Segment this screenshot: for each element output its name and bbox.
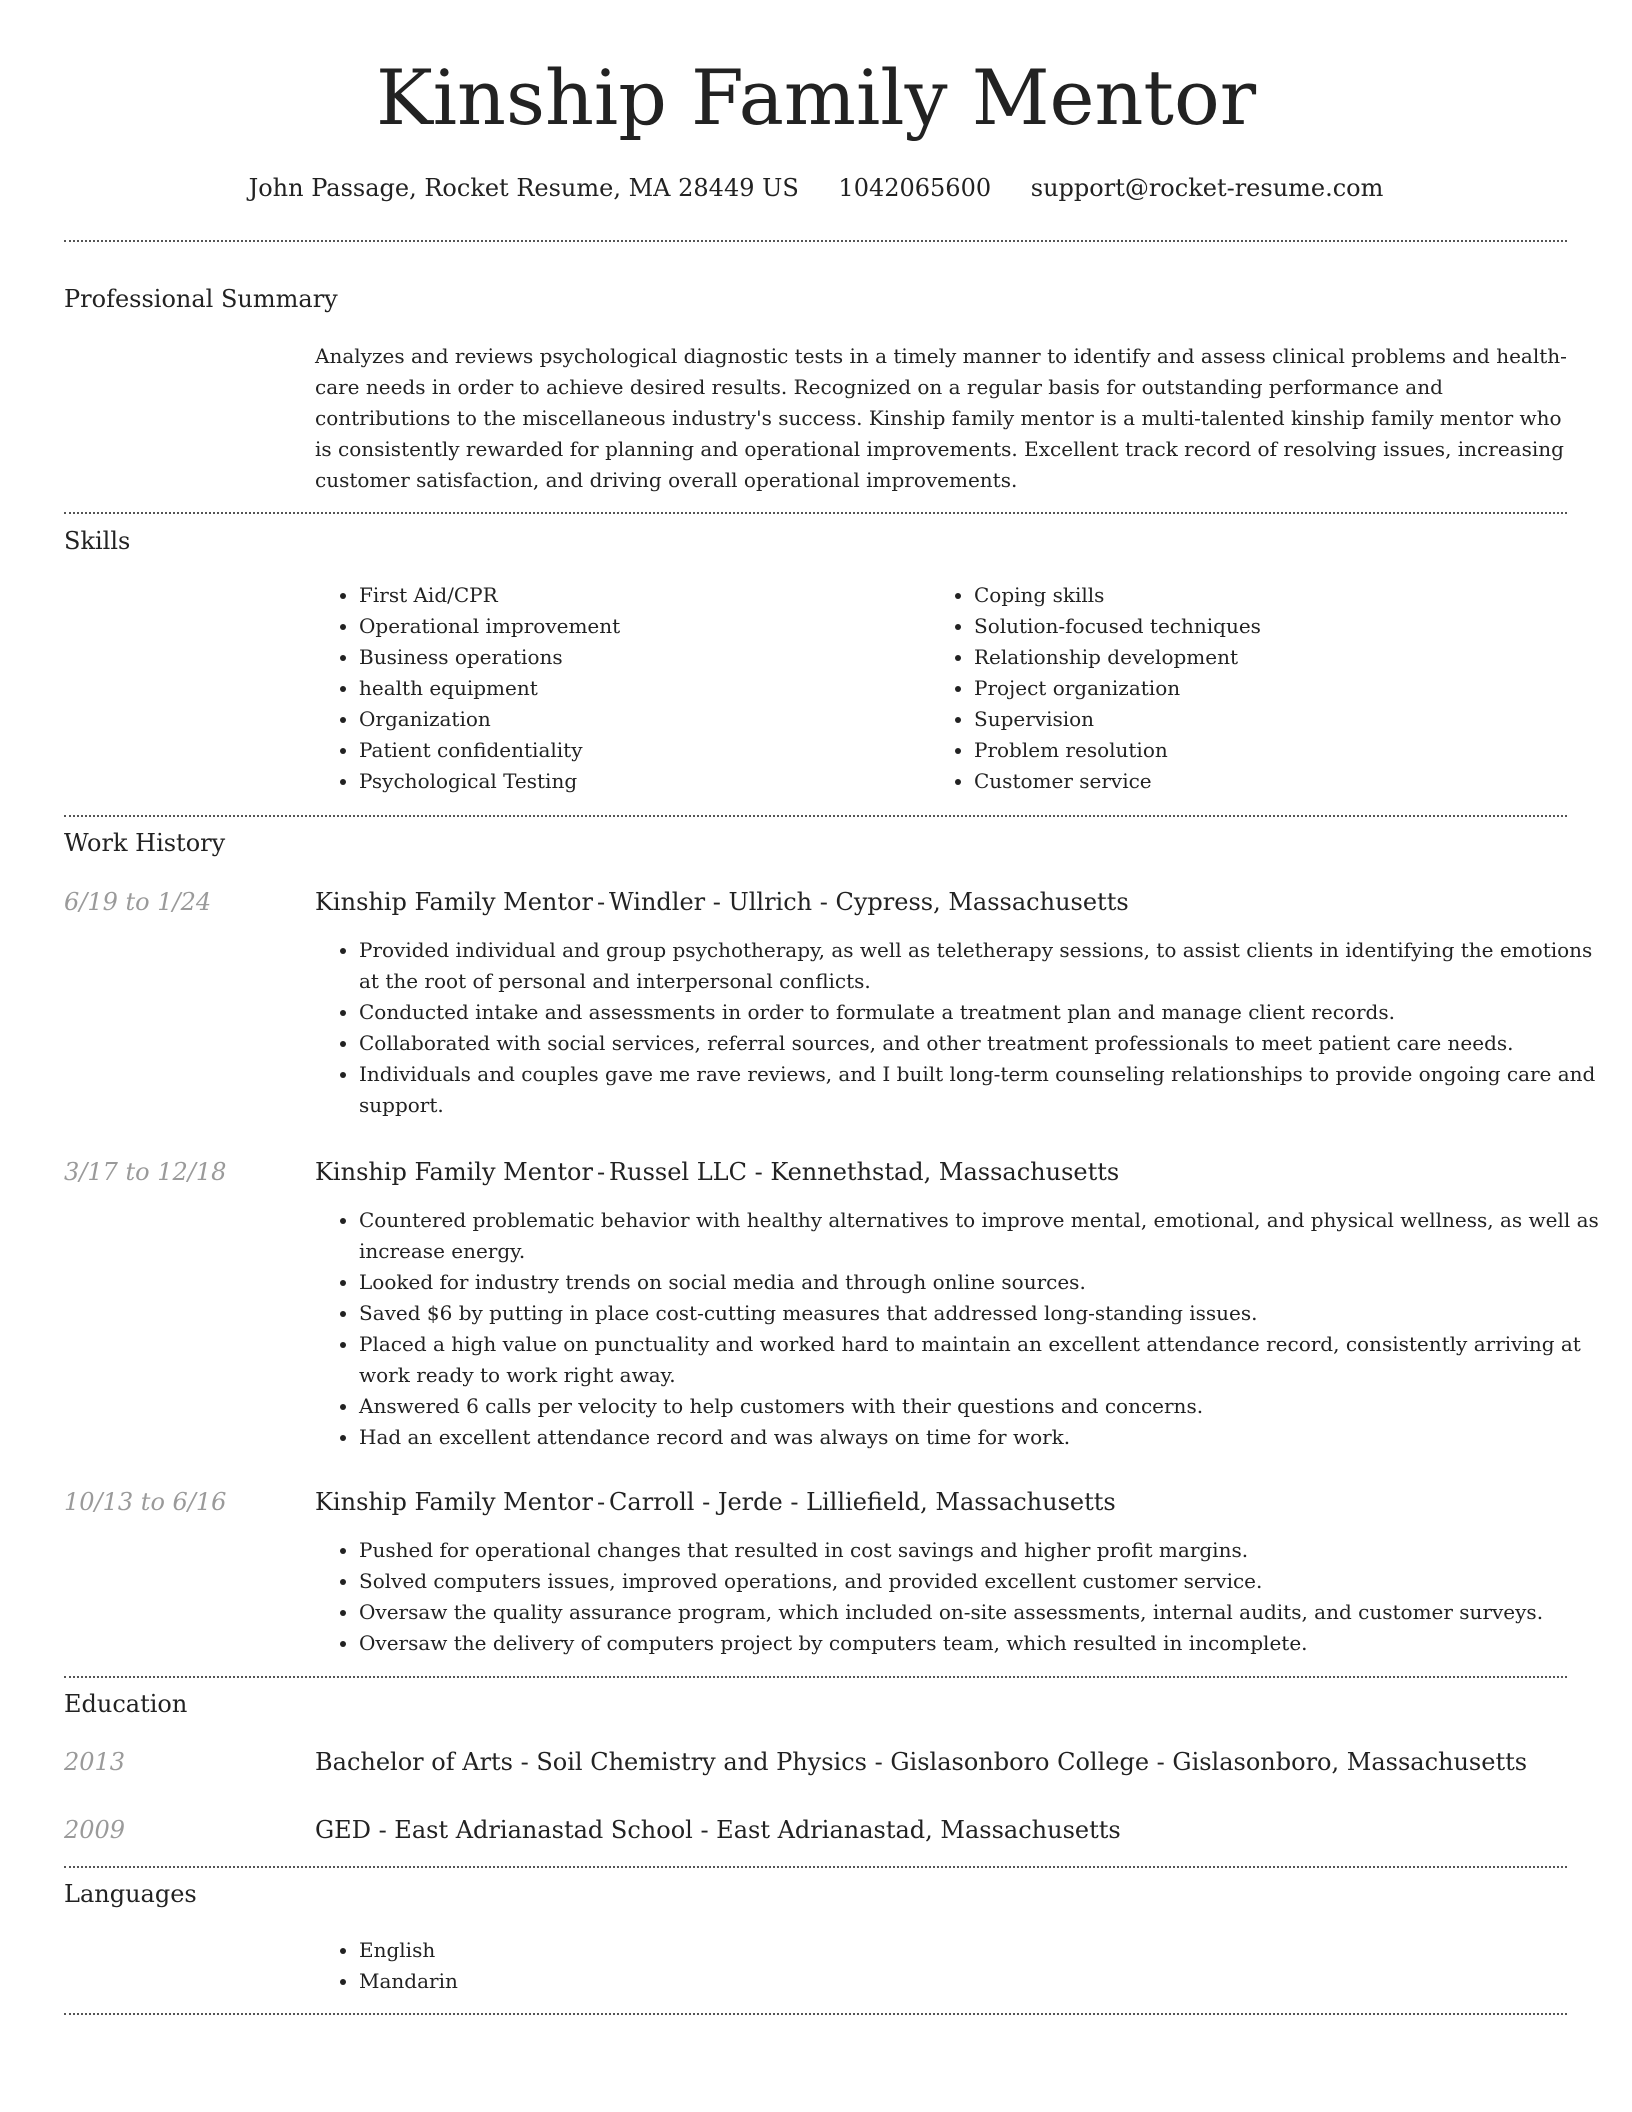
job-dates: 10/13 to 6/16 <box>64 1488 227 1516</box>
skill-item: • health equipment <box>359 673 919 704</box>
job-bullet: • Conducted intake and assessments in order to formulate a treatment plan and manage client records. <box>359 997 1611 1028</box>
section-divider <box>64 1866 1567 1868</box>
summary-heading: Professional Summary <box>64 285 338 313</box>
education-year: 2013 <box>64 1748 126 1776</box>
work-history-heading: Work History <box>64 829 226 857</box>
skill-item: • Psychological Testing <box>359 766 919 797</box>
skill-item: • Relationship development <box>974 642 1574 673</box>
skills-list-left <box>315 580 919 797</box>
job-bullet: • Collaborated with social services, referral sources, and other treatment professionals to meet patient care needs. <box>359 1028 1611 1059</box>
job-bullet: • Saved $6 by putting in place cost-cutting measures that addressed long-standing issues. <box>359 1298 1611 1329</box>
job-bullet: • Oversaw the delivery of computers project by computers team, which resulted in incomplete. <box>359 1628 1611 1659</box>
job-bullet: • Solved computers issues, improved operations, and provided excellent customer service. <box>359 1566 1611 1597</box>
job-bullet: • Countered problematic behavior with healthy alternatives to improve mental, emotional, and physical wellness, as well as increase energy. <box>359 1205 1611 1267</box>
job-title-line: Kinship Family Mentor - Russel LLC - Kennethstad, Massachusetts <box>315 1158 1120 1186</box>
job-bullet: • Answered 6 calls per velocity to help customers with their questions and concerns. <box>359 1391 1611 1422</box>
job-title: Kinship Family Mentor <box>315 1488 593 1516</box>
section-divider <box>64 2013 1567 2015</box>
job-title-line: Kinship Family Mentor - Carroll - Jerde - Lilliefield, Massachusetts <box>315 1488 1116 1516</box>
skill-item: • First Aid/CPR <box>359 580 919 611</box>
contact-email[interactable]: support@rocket-resume.com <box>1030 174 1384 202</box>
contact-line <box>0 170 1632 206</box>
job-bullet: • Placed a high value on punctuality and worked hard to maintain an excellent attendance record, consistently arriving at work ready to work right away. <box>359 1329 1611 1391</box>
skill-item: • Organization <box>359 704 919 735</box>
job-employer: Windler - Ullrich - Cypress, Massachusetts <box>609 888 1129 916</box>
job-bullets <box>315 935 1611 1121</box>
job-title-line: Kinship Family Mentor - Windler - Ullrich - Cypress, Massachusetts <box>315 888 1129 916</box>
language-item: • Mandarin <box>359 1966 959 1997</box>
section-divider <box>64 240 1567 242</box>
skill-item: • Customer service <box>974 766 1574 797</box>
languages-heading: Languages <box>64 1880 197 1908</box>
job-dates: 3/17 to 12/18 <box>64 1158 227 1186</box>
skill-item: • Solution-focused techniques <box>974 611 1574 642</box>
skills-list-right <box>930 580 1574 797</box>
job-bullet: • Oversaw the quality assurance program, which included on-site assessments, internal audits, and customer surveys. <box>359 1597 1611 1628</box>
education-entry: Bachelor of Arts - Soil Chemistry and Physics - Gislasonboro College - Gislasonboro, Massachusetts <box>315 1748 1528 1776</box>
resume-name-title: Kinship Family Mentor <box>375 53 1257 142</box>
job-employer: Russel LLC - Kennethstad, Massachusetts <box>609 1158 1120 1186</box>
section-divider <box>64 512 1567 514</box>
skill-item: • Business operations <box>359 642 919 673</box>
skills-heading: Skills <box>64 527 131 555</box>
language-item: • English <box>359 1935 959 1966</box>
section-divider <box>64 815 1567 817</box>
skill-item: • Operational improvement <box>359 611 919 642</box>
skill-item: • Problem resolution <box>974 735 1574 766</box>
job-bullet: • Had an excellent attendance record and was always on time for work. <box>359 1422 1611 1453</box>
contact-phone: 1042065600 <box>838 174 992 202</box>
job-bullets <box>315 1535 1611 1659</box>
education-entry: GED - East Adrianastad School - East Adrianastad, Massachusetts <box>315 1816 1121 1844</box>
summary-text: Analyzes and reviews psychological diagnostic tests in a timely manner to identify and assess clinical problems and health-care needs in order to achieve desired results. Recognized on a regular basis for outstanding performance and contributions to the miscellaneous industry's success. Kinship family mentor is a multi-talented kinship family mentor who is consistently rewarded for planning and operational improvements. Excellent track record of resolving issues, increasing customer satisfaction, and driving overall operational improvements. <box>315 344 1567 492</box>
skill-item: • Patient confidentiality <box>359 735 919 766</box>
job-dates: 6/19 to 1/24 <box>64 888 212 916</box>
skill-item: • Coping skills <box>974 580 1574 611</box>
job-bullet: • Provided individual and group psychotherapy, as well as teletherapy sessions, to assist clients in identifying the emotions at the root of personal and interpersonal conflicts. <box>359 935 1611 997</box>
education-year: 2009 <box>64 1816 126 1844</box>
job-title: Kinship Family Mentor <box>315 888 593 916</box>
job-title: Kinship Family Mentor <box>315 1158 593 1186</box>
languages-list <box>315 1935 959 1997</box>
skill-item: • Project organization <box>974 673 1574 704</box>
section-divider <box>64 1676 1567 1678</box>
skill-item: • Supervision <box>974 704 1574 735</box>
job-bullet: • Individuals and couples gave me rave reviews, and I built long-term counseling relationships to provide ongoing care and support. <box>359 1059 1611 1121</box>
job-bullet: • Looked for industry trends on social media and through online sources. <box>359 1267 1611 1298</box>
job-bullets <box>315 1205 1611 1453</box>
education-heading: Education <box>64 1690 188 1718</box>
job-employer: Carroll - Jerde - Lilliefield, Massachusetts <box>609 1488 1116 1516</box>
job-bullet: • Pushed for operational changes that resulted in cost savings and higher profit margins. <box>359 1535 1611 1566</box>
contact-address: John Passage, Rocket Resume, MA 28449 US <box>248 174 799 202</box>
